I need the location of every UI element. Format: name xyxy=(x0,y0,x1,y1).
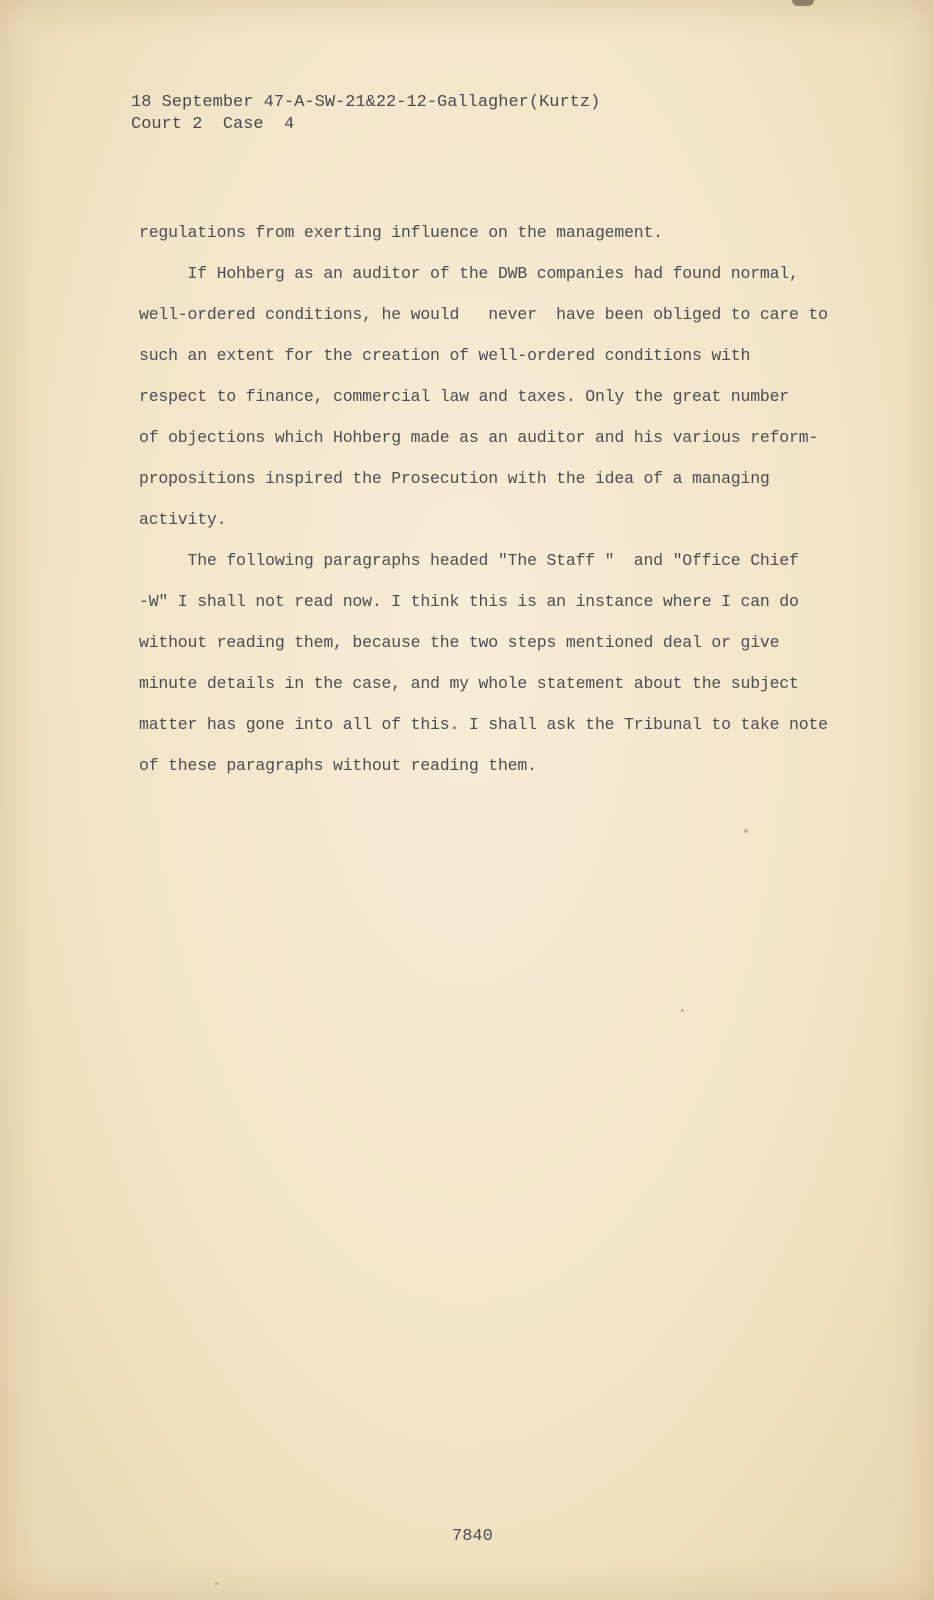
header-court-case: Court 2 Case 4 xyxy=(131,115,295,134)
body-line: If Hohberg as an auditor of the DWB companies had found normal, xyxy=(139,264,799,283)
body-line: matter has gone into all of this. I shall ask the Tribunal to take note xyxy=(139,715,828,734)
body-line: regulations from exerting influence on the management. xyxy=(139,223,663,242)
document-body xyxy=(139,212,879,786)
paper-speck xyxy=(744,829,748,833)
body-line: minute details in the case, and my whole statement about the subject xyxy=(139,674,799,693)
body-line: The following paragraphs headed "The Staff " and "Office Chief xyxy=(139,551,799,570)
body-line: such an extent for the creation of well-ordered conditions with xyxy=(139,346,751,365)
body-line: of these paragraphs without reading them. xyxy=(139,756,537,775)
body-line: respect to finance, commercial law and taxes. Only the great number xyxy=(139,387,790,406)
body-line: -W" I shall not read now. I think this is an instance where I can do xyxy=(139,592,799,611)
body-line: of objections which Hohberg made as an auditor and his various reform- xyxy=(139,428,819,447)
body-line: without reading them, because the two steps mentioned deal or give xyxy=(139,633,780,652)
paper-speck xyxy=(681,1009,684,1012)
body-line: activity. xyxy=(139,510,227,529)
body-line: propositions inspired the Prosecution with the idea of a managing xyxy=(139,469,770,488)
header-date-reference: 18 September 47-A-SW-21&22-12-Gallagher(Kurtz) xyxy=(131,93,601,112)
edge-tear-mark xyxy=(792,0,814,6)
body-line: well-ordered conditions, he would never have been obliged to care to xyxy=(139,305,828,324)
document-header xyxy=(131,92,600,136)
paper-speck xyxy=(215,1582,218,1585)
page-number: 7840 xyxy=(452,1527,493,1546)
